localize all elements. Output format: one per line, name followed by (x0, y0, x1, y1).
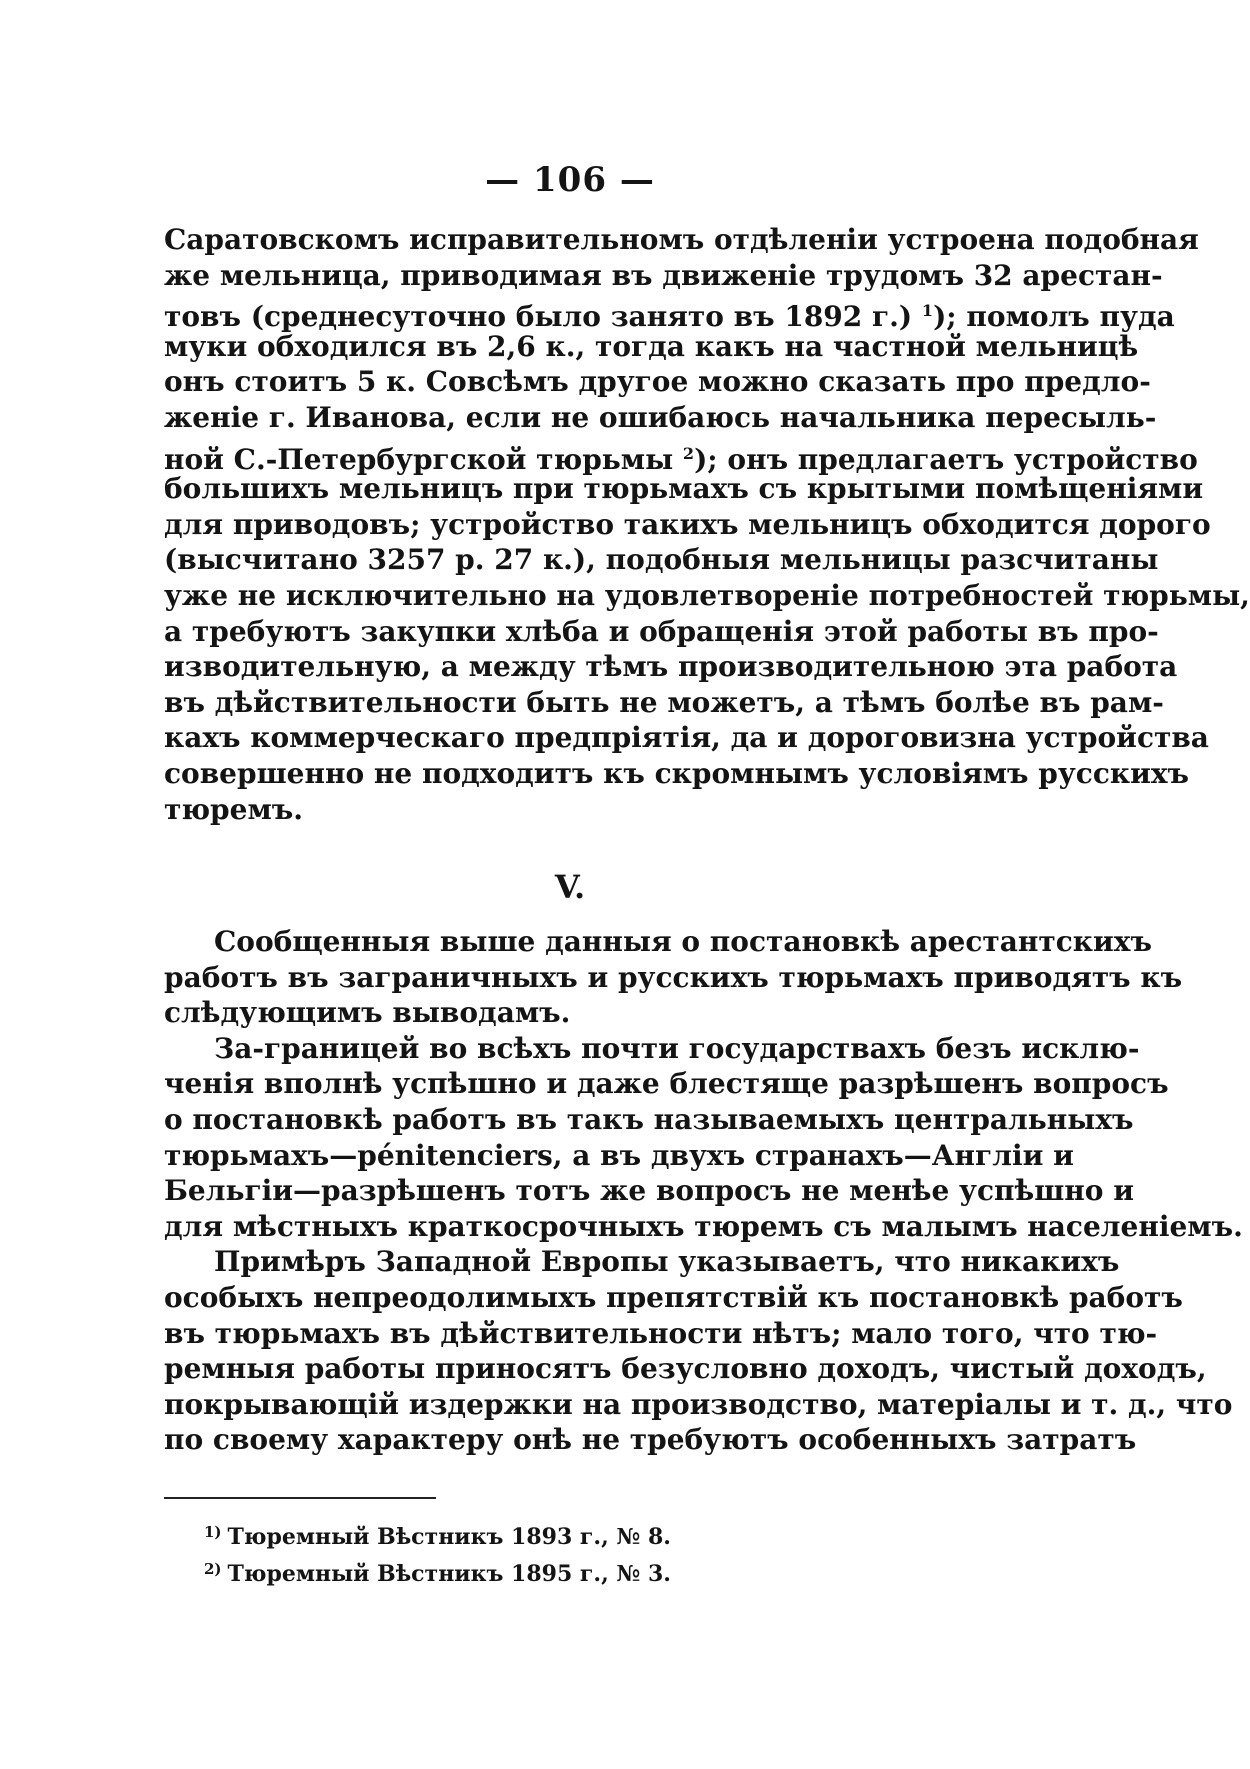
footnote-2 (204, 1553, 671, 1590)
text-line: ремныя работы приносятъ безусловно доходъ, чистый доходъ, (164, 1352, 1207, 1386)
text-line-with-footnote (164, 293, 1175, 334)
text-line: въ дѣйствительности быть не можетъ, а тѣмъ болѣе въ рам- (164, 685, 1164, 719)
text-line: тюремъ. (164, 792, 304, 826)
footnote-ref-1: 1 (921, 301, 934, 321)
text-line: тюрьмахъ—pénitenciers, а въ двухъ странахъ—Англіи и (164, 1138, 1074, 1172)
text-line: ченія вполнѣ успѣшно и даже блестяще разрѣшенъ вопросъ (164, 1067, 1169, 1101)
text-line: слѣдующимъ выводамъ. (164, 996, 571, 1030)
footnotes (204, 1516, 671, 1590)
text-line-head: товъ (среднесуточно было занято въ 1892 г.) (164, 300, 913, 334)
text-line-tail: ); онъ предлагаетъ устройство (694, 442, 1198, 476)
text-line-head: ной С.-Петербургской тюрьмы (164, 442, 674, 476)
text-line: Примѣръ Западной Европы указываетъ, что никакихъ (214, 1245, 1120, 1279)
text-line: большихъ мельницъ при тюрьмахъ съ крытыми помѣщеніями (164, 472, 1204, 506)
paragraph-1 (164, 222, 1250, 827)
text-line: совершенно не подходитъ къ скромнымъ условіямъ русскихъ (164, 756, 1190, 790)
text-line: для мѣстныхъ краткосрочныхъ тюремъ съ малымъ населеніемъ. (164, 1209, 1243, 1243)
text-line: особыхъ непреодолимыхъ препятствій къ постановкѣ работъ (164, 1280, 1183, 1314)
text-line: же мельница, приводимая въ движеніе трудомъ 32 арестан- (164, 258, 1163, 292)
text-line: муки обходился въ 2,6 к., тогда какъ на частной мельницѣ (164, 329, 1139, 363)
text-line: по своему характеру онѣ не требуютъ особенныхъ затратъ (164, 1423, 1137, 1457)
text-line: За-границей во всѣхъ почти государствахъ безъ исклю- (214, 1031, 1140, 1065)
text-line: работъ въ заграничныхъ и русскихъ тюрьмахъ приводятъ къ (164, 960, 1183, 994)
footnote-1 (204, 1516, 671, 1553)
conclusions-text (164, 924, 1243, 1458)
text-line: Сообщенныя выше данныя о постановкѣ арестантскихъ (214, 925, 1152, 958)
text-line: кахъ коммерческаго предпріятія, да и дороговизна устройства (164, 721, 1209, 755)
text-line-with-footnote (164, 436, 1198, 476)
text-line: для приводовъ; устройство такихъ мельницъ обходится дорого (164, 507, 1211, 541)
footnote-divider (164, 1497, 436, 1499)
text-line: а требуютъ закупки хлѣба и обращенія этой работы въ про- (164, 614, 1159, 648)
text-line: женіе г. Иванова, если не ошибаюсь начальника пересыль- (164, 400, 1157, 434)
text-line: о постановкѣ работъ въ такъ называемыхъ центральныхъ (164, 1102, 1134, 1136)
footnote-ref-2: 2 (682, 443, 695, 463)
page-number: — 106 — (485, 160, 655, 200)
text-line: Саратовскомъ исправительномъ отдѣленіи устроена подобная (164, 223, 1199, 256)
text-line: покрывающій издержки на производство, матеріалы и т. д., что (164, 1387, 1233, 1421)
text-line: Бельгіи—разрѣшенъ тотъ же вопросъ не менѣе успѣшно и (164, 1174, 1134, 1208)
text-line: изводительную, а между тѣмъ производительною эта работа (164, 650, 1178, 684)
section-heading: V. (554, 868, 586, 906)
footnote-mark: 1) (204, 1523, 222, 1541)
text-line-tail: ); помолъ пуда (933, 300, 1175, 334)
text-line: (высчитано 3257 р. 27 к.), подобныя мельницы разсчитаны (164, 543, 1159, 577)
footnote-text: Тюремный Вѣстникъ 1893 г., № 8. (227, 1524, 671, 1550)
text-line: въ тюрьмахъ въ дѣйствительности нѣтъ; мало того, что тю- (164, 1316, 1158, 1350)
text-line: уже не исключительно на удовлетвореніе потребностей тюрьмы, (164, 578, 1250, 612)
footnote-text: Тюремный Вѣстникъ 1895 г., № 3. (227, 1561, 671, 1587)
footnote-mark: 2) (204, 1560, 222, 1578)
text-line: онъ стоитъ 5 к. Совсѣмъ другое можно сказать про предло- (164, 365, 1151, 399)
